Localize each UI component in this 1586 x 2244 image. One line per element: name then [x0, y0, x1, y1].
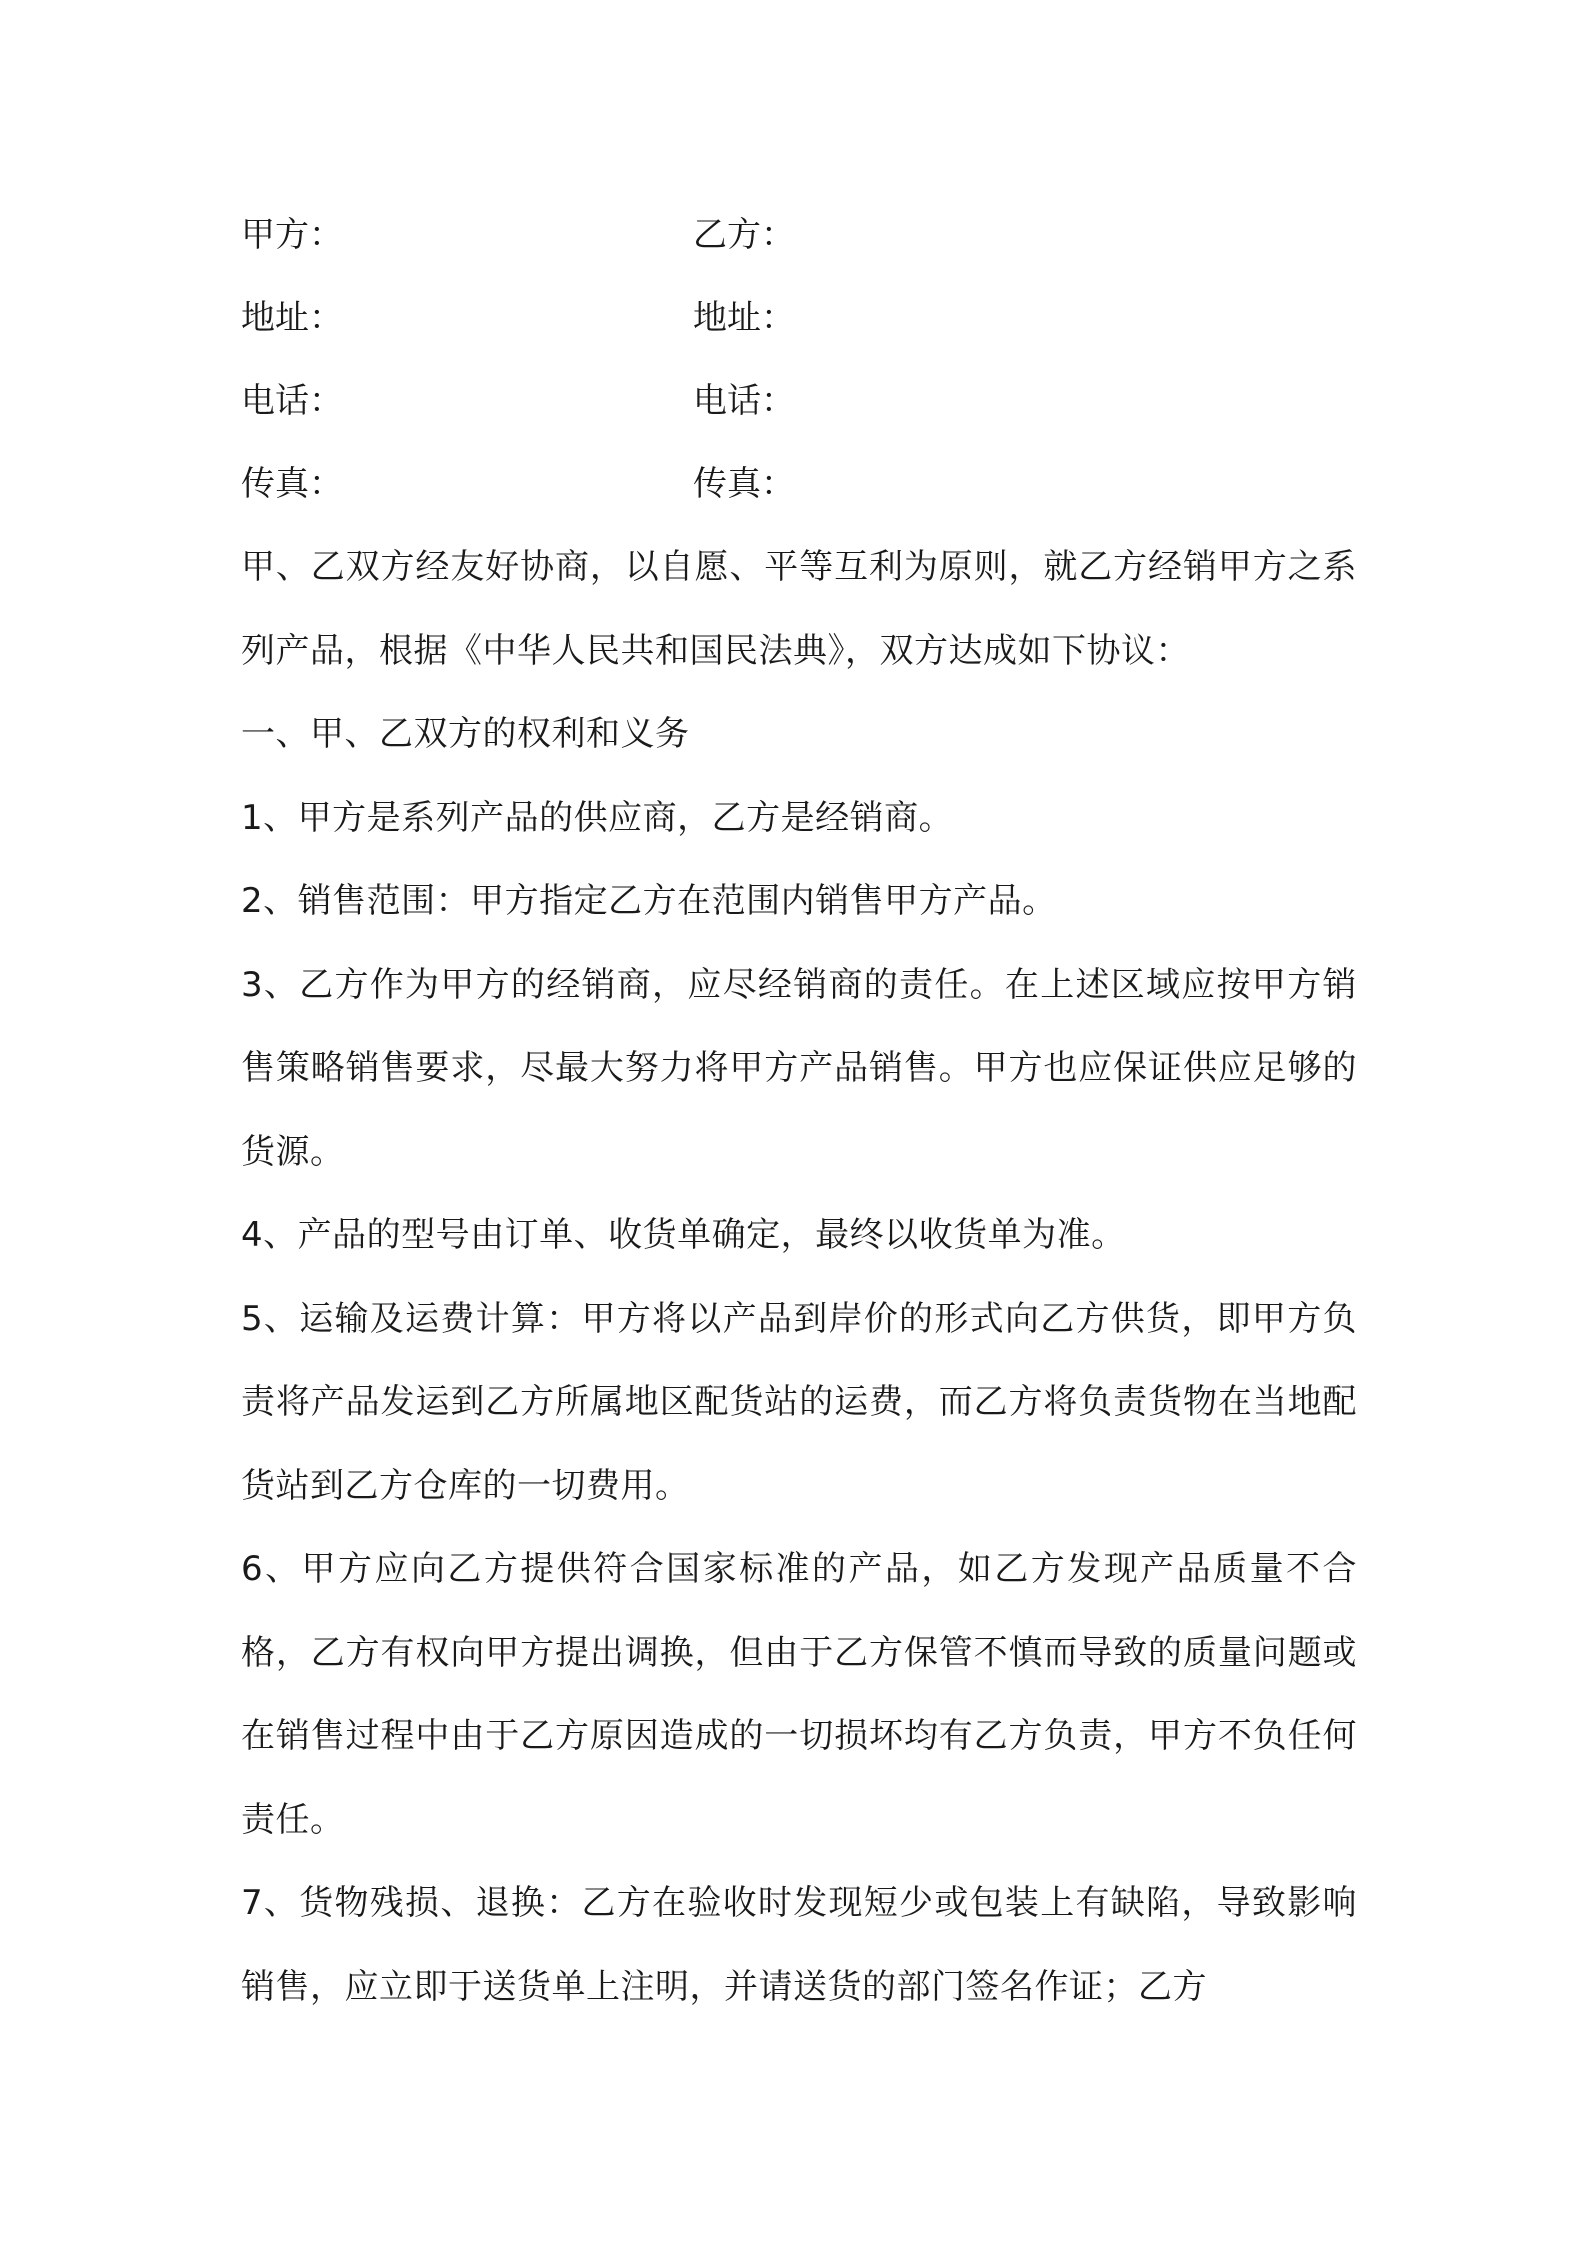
clause-7: 7、货物残损、退换：乙方在验收时发现短少或包装上有缺陷，导致影响销售，应立即于送货单上注明，并请送货的部门签名作证；乙方: [241, 1883, 1357, 2007]
party-row-phone: [241, 360, 1357, 443]
party-a-fax-label: 传真：: [241, 464, 343, 504]
clause-1: 1、甲方是系列产品的供应商，乙方是经销商。: [241, 797, 954, 838]
clause-3: 3、乙方作为甲方的经销商，应尽经销商的责任。在上述区域应按甲方销售策略销售要求，尽最大努力将甲方产品销售。甲方也应保证供应足够的货源。: [241, 964, 1357, 1172]
party-b-name-label: 乙方：: [693, 215, 795, 255]
section-heading: 一、甲、乙双方的权利和义务: [241, 714, 690, 754]
party-b-phone-label: 电话：: [693, 381, 795, 421]
clause-2: 2、销售范围：甲方指定乙方在范围内销售甲方产品。: [241, 881, 1057, 921]
document-body: [241, 194, 1357, 2029]
party-b-fax-label: 传真：: [693, 464, 795, 504]
party-row-fax: [241, 443, 1357, 526]
party-row-address: [241, 277, 1357, 360]
clause-6: 6、甲方应向乙方提供符合国家标准的产品，如乙方发现产品质量不合格，乙方有权向甲方提出调换，但由于乙方保管不慎而导致的质量问题或在销售过程中由于乙方原因造成的一切损坏均有乙方负责，甲方不负任何责任。: [241, 1549, 1357, 1840]
party-a-address-label: 地址：: [241, 298, 343, 338]
party-b-address-label: 地址：: [693, 298, 795, 338]
clause-5: 5、运输及运费计算：甲方将以产品到岸价的形式向乙方供货，即甲方负责将产品发运到乙方所属地区配货站的运费，而乙方将负责货物在当地配货站到乙方仓库的一切费用。: [241, 1298, 1357, 1506]
party-row-name: [241, 194, 1357, 277]
clause-4: 4、产品的型号由订单、收货单确定，最终以收货单为准。: [241, 1215, 1126, 1255]
party-a-phone-label: 电话：: [241, 381, 343, 421]
intro-paragraph: 甲、乙双方经友好协商，以自愿、平等互利为原则，就乙方经销甲方之系列产品，根据《中华人民共和国民法典》，双方达成如下协议：: [241, 547, 1357, 671]
party-a-name-label: 甲方：: [241, 215, 343, 255]
